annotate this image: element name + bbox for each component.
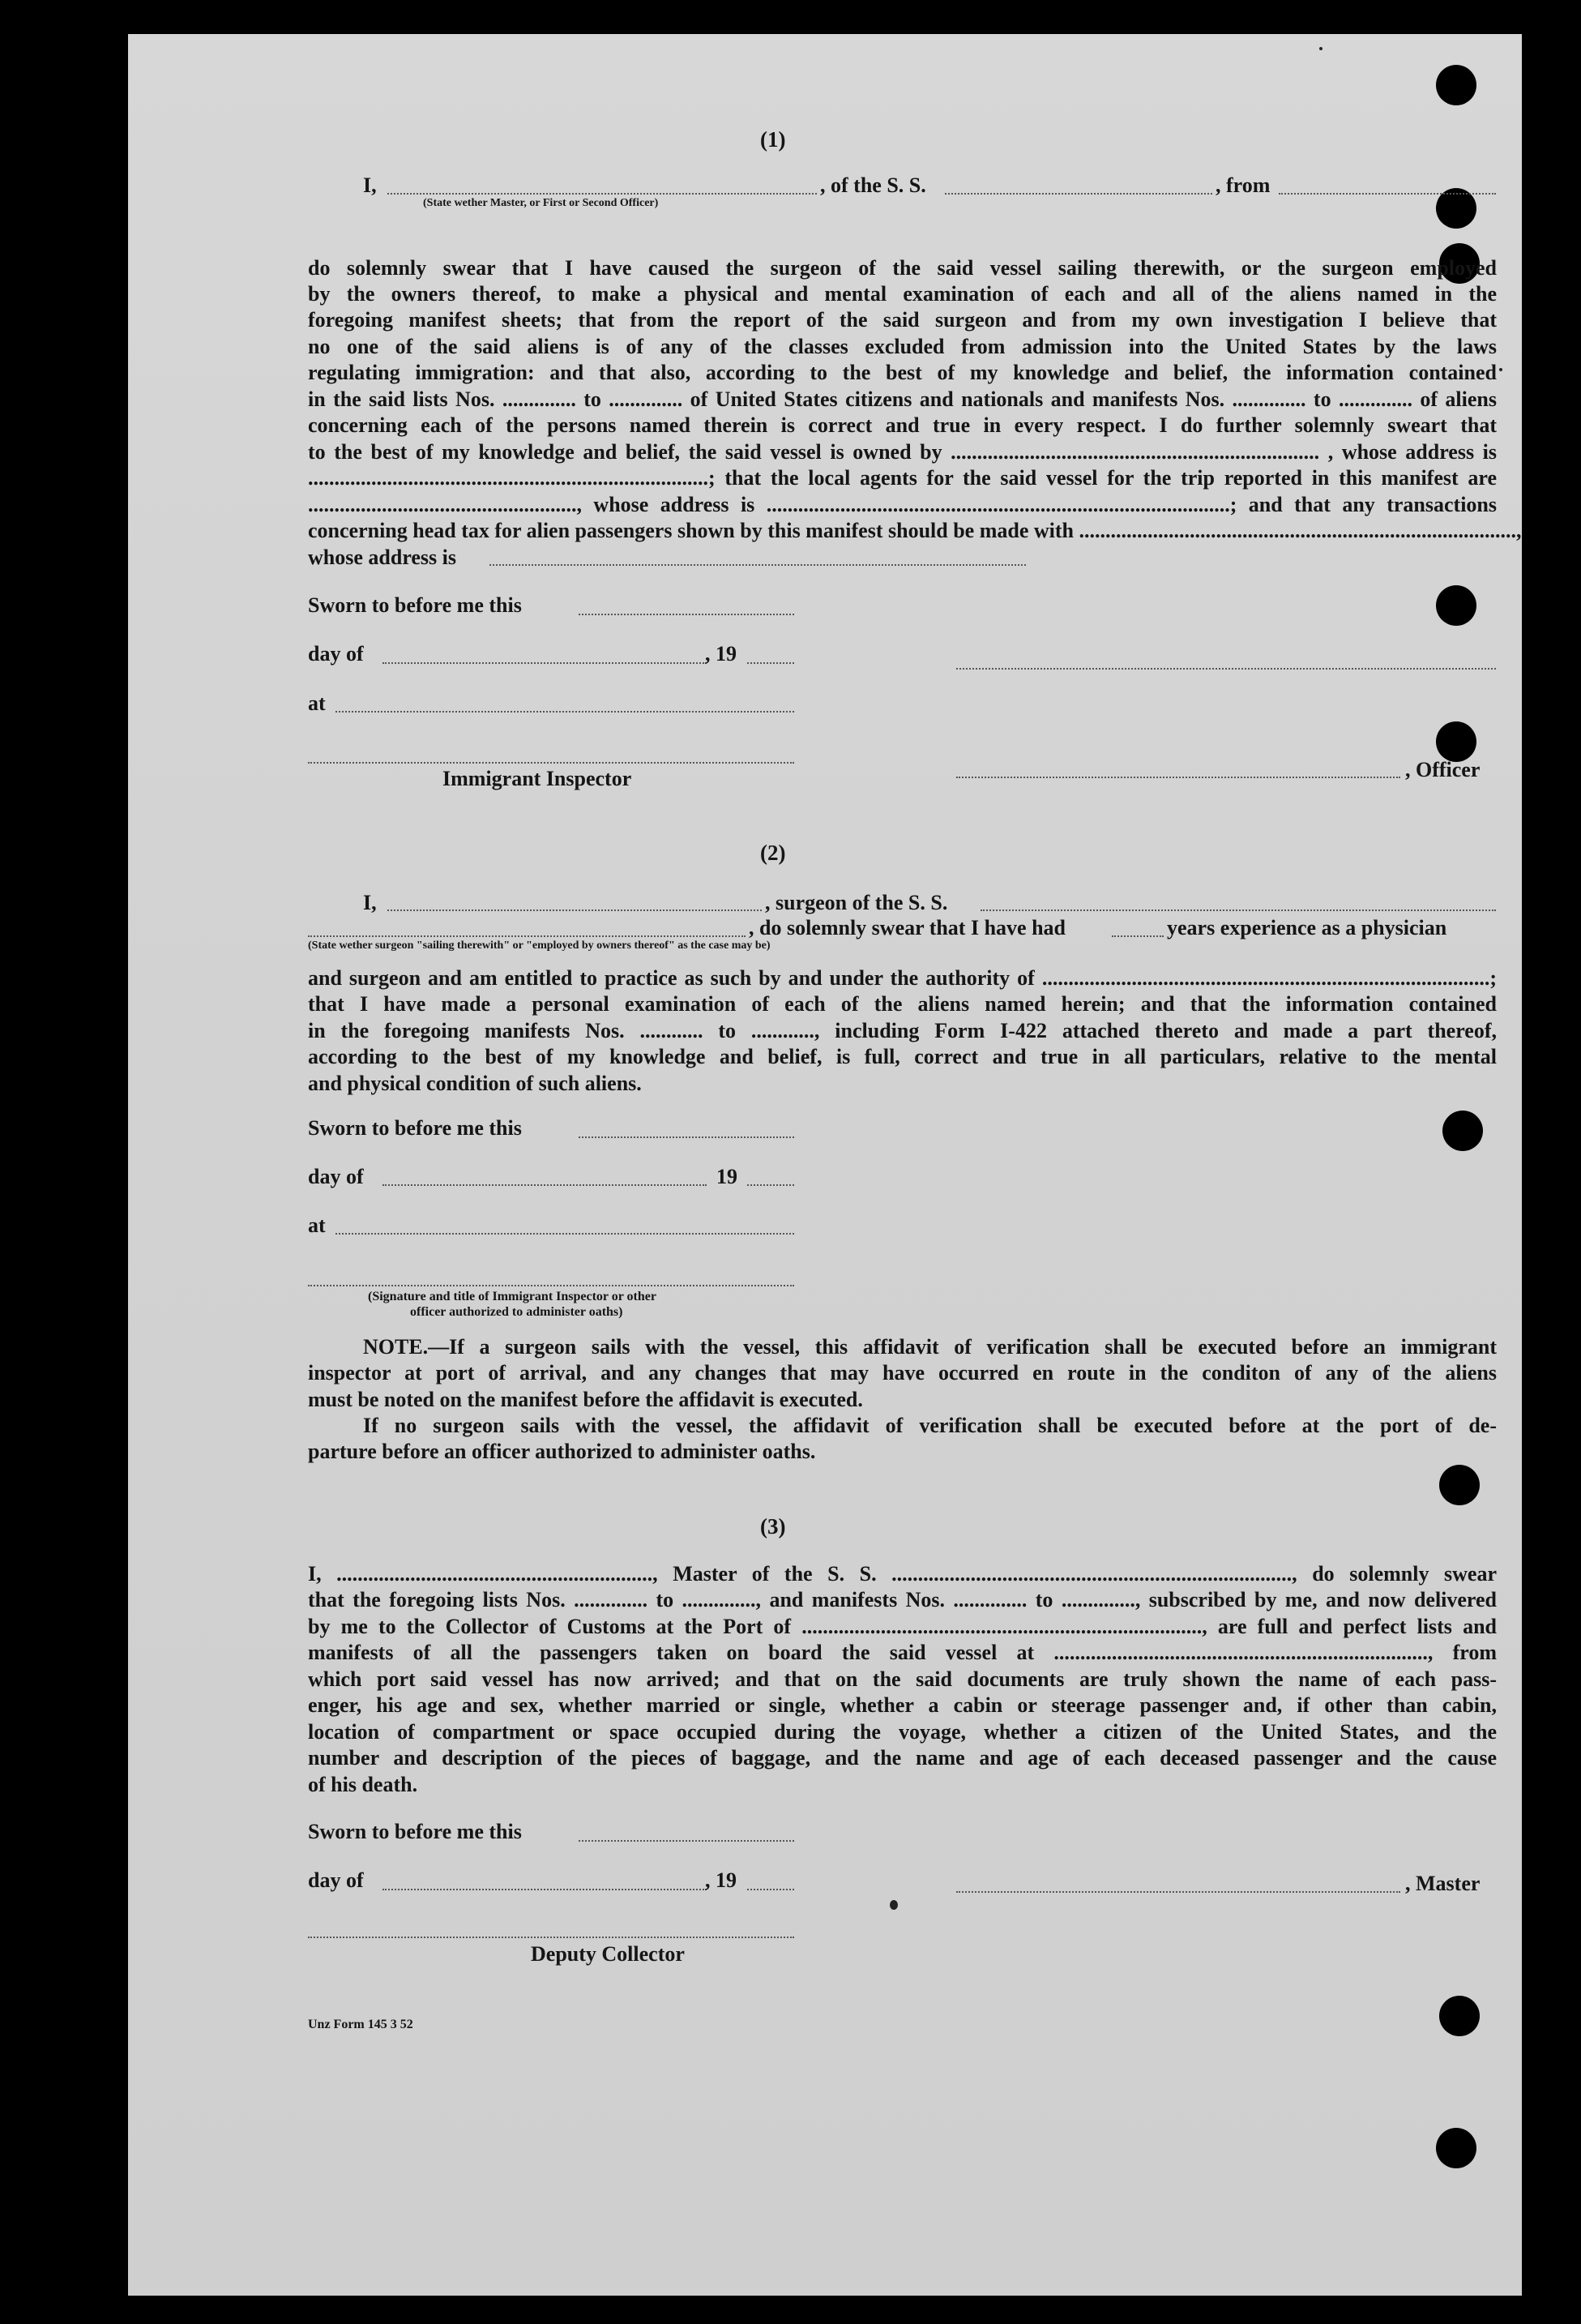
s1-body-line: regulating immigration: and that also, according to the best of my knowledge and belief, the information contained bbox=[308, 361, 1497, 384]
s3-day-label: day of bbox=[308, 1868, 364, 1892]
s3-body-line: which port said vessel has now arrived; and that on the said documents are truly shown the name of each pass- bbox=[308, 1667, 1497, 1691]
note-line: NOTE.—If a surgeon sails with the vessel, this affidavit of verification shall be executed before an immigrant bbox=[363, 1335, 1497, 1359]
s1-inspector-label: Immigrant Inspector bbox=[442, 767, 632, 790]
surgeon-name-field[interactable] bbox=[387, 909, 762, 911]
s2-sworn-label: Sworn to before me this bbox=[308, 1116, 522, 1140]
ink-speck bbox=[890, 1900, 898, 1910]
s1-body-line: in the said lists Nos. .............. to .............. of United States citizens and nationals and manifests Nos. .............. to .............. of aliens bbox=[308, 387, 1497, 411]
s1-inspector-signature-field[interactable] bbox=[308, 762, 794, 764]
s3-body-line: that the foregoing lists Nos. .............. to .............., and manifests Nos. .............. to .............., subscribed by me, and now delivered bbox=[308, 1588, 1497, 1611]
s2-signature-field[interactable] bbox=[308, 1285, 794, 1286]
s1-day-label: day of bbox=[308, 642, 364, 666]
s2-signature-hint: (Signature and title of Immigrant Inspector or other bbox=[368, 1290, 656, 1303]
section-3-number: (3) bbox=[760, 1514, 786, 1539]
s1-body-line: whose address is bbox=[308, 546, 457, 569]
note-line: must be noted on the manifest before the affidavit is executed. bbox=[308, 1388, 863, 1411]
departure-port-field[interactable] bbox=[1279, 193, 1496, 195]
s3-master-signature-field[interactable] bbox=[956, 1891, 1400, 1893]
punch-hole bbox=[1436, 2128, 1476, 2168]
s1-at-field[interactable] bbox=[335, 711, 794, 713]
s3-day-field[interactable] bbox=[382, 1889, 707, 1890]
s1-sworn-field[interactable] bbox=[579, 614, 794, 615]
s2-day-field[interactable] bbox=[382, 1184, 707, 1186]
s1-body-line: concerning head tax for alien passengers shown by this manifest should be made with ..................................................................................., bbox=[308, 519, 1522, 542]
s2-body-line: in the foregoing manifests Nos. ............ to ............, including Form I-422 attached thereto and made a part thereof, bbox=[308, 1019, 1497, 1042]
s2-vessel-field[interactable] bbox=[981, 909, 1496, 911]
s3-body-line: by me to the Collector of Customs at the Port of ............................................................................, are full and perfect lists and bbox=[308, 1615, 1497, 1638]
s3-body-line: manifests of all the passengers taken on board the said vessel at ......................................................................., from bbox=[308, 1641, 1497, 1664]
s1-sworn-label: Sworn to before me this bbox=[308, 593, 522, 617]
s1-body-line: foregoing manifest sheets; that from the report of the said surgeon and from my own investigation I believe that bbox=[308, 308, 1497, 332]
punch-hole bbox=[1436, 721, 1476, 762]
ink-speck bbox=[1499, 368, 1502, 371]
years-experience-field[interactable] bbox=[1112, 935, 1164, 937]
s2-years-label: years experience as a physician bbox=[1167, 916, 1447, 939]
s1-at-label: at bbox=[308, 691, 326, 715]
s2-year-label: 19 bbox=[716, 1165, 737, 1188]
s2-at-label: at bbox=[308, 1213, 326, 1237]
s1-body-line: to the best of my knowledge and belief, the said vessel is owned by ...................................................................... , whose address is bbox=[308, 440, 1497, 464]
s3-collector-signature-field[interactable] bbox=[308, 1937, 794, 1938]
surgeon-status-hint: (State wether surgeon "sailing therewith" or "employed by owners thereof" as the case may be) bbox=[308, 939, 771, 952]
s1-body-line: by the owners thereof, to make a physical and mental examination of each and all of the aliens named in the bbox=[308, 282, 1497, 306]
form-number: Unz Form 145 3 52 bbox=[308, 2018, 413, 2031]
s1-year-field[interactable] bbox=[747, 662, 794, 664]
s3-year-field[interactable] bbox=[747, 1889, 794, 1890]
surgeon-status-field[interactable] bbox=[308, 935, 746, 937]
section-2-number: (2) bbox=[760, 841, 786, 865]
s3-sworn-field[interactable] bbox=[579, 1840, 794, 1842]
s2-sworn-field[interactable] bbox=[579, 1136, 794, 1138]
s2-day-label: day of bbox=[308, 1165, 364, 1188]
s2-body-line: according to the best of my knowledge and belief, is full, correct and true in all particulars, relative to the mental bbox=[308, 1045, 1497, 1068]
s1-of-ss-label: , of the S. S. bbox=[820, 173, 926, 197]
s3-body-line: of his death. bbox=[308, 1773, 418, 1796]
s3-body-line: I, ............................................................, Master of the S. S. ............................................................................, do solemnly swear bbox=[308, 1562, 1497, 1586]
note-line: If no surgeon sails with the vessel, the affidavit of verification shall be executed before at the port of de- bbox=[363, 1414, 1497, 1437]
s2-body-line: that I have made a personal examination of each of the aliens named herein; and that the information contained bbox=[308, 992, 1497, 1016]
master-title-hint: (State wether Master, or First or Second Officer) bbox=[423, 197, 659, 209]
s2-body-line: and physical condition of such aliens. bbox=[308, 1072, 642, 1095]
s3-master-label: , Master bbox=[1405, 1872, 1481, 1895]
punch-hole bbox=[1436, 65, 1476, 105]
s1-officer-name-field[interactable] bbox=[956, 777, 1400, 778]
punch-hole bbox=[1442, 1111, 1483, 1151]
note-line: inspector at port of arrival, and any changes that may have occurred en route in the conditon of any of the aliens bbox=[308, 1361, 1497, 1385]
punch-hole bbox=[1439, 1996, 1480, 2036]
s1-body-line: do solemnly swear that I have caused the surgeon of the said vessel sailing therewith, or the surgeon employed bbox=[308, 256, 1497, 280]
s3-body-line: number and description of the pieces of baggage, and the name and age of each deceased passenger and the cause bbox=[308, 1746, 1497, 1770]
s3-body-line: enger, his age and sex, whether married or single, whether a cabin or steerage passenger and, if other than cabin, bbox=[308, 1693, 1497, 1717]
s2-year-field[interactable] bbox=[747, 1184, 794, 1186]
s3-sworn-label: Sworn to before me this bbox=[308, 1820, 522, 1843]
punch-hole bbox=[1439, 1465, 1480, 1505]
s1-i-label: I, bbox=[363, 173, 377, 197]
s1-body-line: ..................................................., whose address is ........................................................................................; and that any transactions bbox=[308, 493, 1497, 516]
s3-year-label: , 19 bbox=[705, 1868, 737, 1892]
s1-officer-signature-field[interactable] bbox=[956, 668, 1496, 670]
s1-day-field[interactable] bbox=[382, 662, 707, 664]
s2-signature-hint: officer authorized to administer oaths) bbox=[410, 1305, 623, 1319]
s3-collector-label: Deputy Collector bbox=[531, 1942, 685, 1966]
vessel-name-field[interactable] bbox=[945, 193, 1212, 195]
ink-speck bbox=[1319, 47, 1322, 50]
s1-year-label: , 19 bbox=[705, 642, 737, 666]
s1-officer-label: , Officer bbox=[1405, 758, 1481, 781]
head-tax-address-field[interactable] bbox=[489, 564, 1026, 566]
punch-hole bbox=[1436, 585, 1476, 626]
s2-i-label: I, bbox=[363, 891, 377, 914]
s2-body-line: and surgeon and am entitled to practice as such by and under the authority of .....................................................................................; bbox=[308, 966, 1497, 990]
s2-surgeon-label: , surgeon of the S. S. bbox=[765, 891, 948, 914]
master-name-field[interactable] bbox=[387, 193, 817, 195]
s1-from-label: , from bbox=[1216, 173, 1271, 197]
form-page bbox=[128, 34, 1522, 2296]
section-1-number: (1) bbox=[760, 127, 786, 152]
s2-swear-label: , do solemnly swear that I have had bbox=[749, 916, 1066, 939]
s3-body-line: location of compartment or space occupied during the voyage, whether a citizen of the United States, and the bbox=[308, 1720, 1497, 1744]
s2-at-field[interactable] bbox=[335, 1233, 794, 1235]
s1-body-line: concerning each of the persons named therein is correct and true in every respect. I do further solemnly sweart that bbox=[308, 413, 1497, 437]
s1-body-line: no one of the said aliens is of any of the classes excluded from admission into the United States by the laws bbox=[308, 335, 1497, 358]
note-line: parture before an officer authorized to administer oaths. bbox=[308, 1440, 816, 1463]
s1-body-line: ............................................................................; that the local agents for the said vessel for the trip reported in this manifest are bbox=[308, 466, 1497, 490]
